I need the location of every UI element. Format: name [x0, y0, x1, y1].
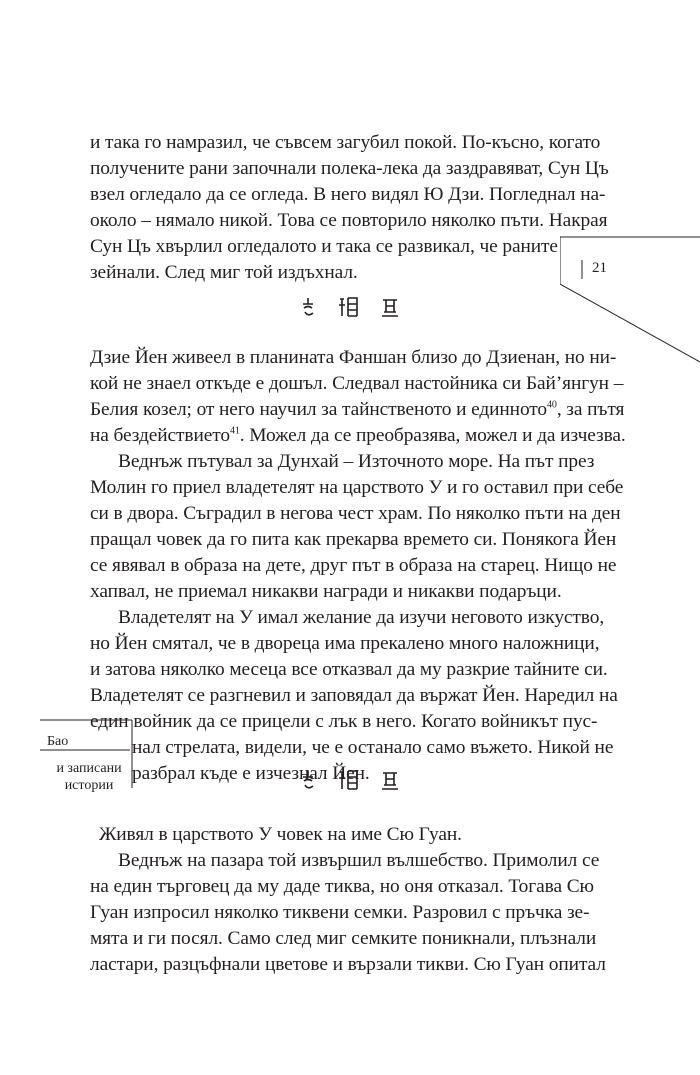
text-line: мята и ги посял. Само след миг семките поникнали, плъзнали [90, 928, 597, 949]
text-line: се явявал в образа на дете, друг път в образа на старец. Нищо не [90, 555, 617, 576]
text-line: хапвал, не приемал никакви награди и никакви подаръци. [90, 581, 562, 602]
text-line: един войник да се прицели с лък в него. Когато войникът пус- [90, 711, 598, 732]
book-title: Бао [47, 734, 69, 749]
text-line: кой не знаел откъде е дошъл. Следвал настойника си Бай’янгун – [90, 373, 624, 394]
text-line: получените рани започнали полека-лека да заздравяват, Сун Цъ [90, 158, 609, 179]
text-line: и така го намразил, че съвсем загубил покой. По-късно, когато [90, 132, 601, 153]
section-ornament [0, 769, 700, 793]
seal-glyph-left-icon [301, 769, 315, 791]
text-line: Веднъж пътувал за Дунхай – Източното море. На път през [118, 451, 595, 472]
seal-glyph-right-icon [381, 769, 399, 791]
text-line: и затова няколко месеца все отказвал да му разкрие тайните си. [90, 659, 608, 680]
text-line: около – нямало никой. Това се повторило няколко пъти. Накрая [90, 210, 608, 231]
text-line: Владетелят се разгневил и заповядал да вържат Йен. Наредил на [90, 685, 618, 706]
seal-glyph-middle-icon [337, 296, 359, 318]
text-line: Веднъж на пазара той извършил вълшебство. Примолил се [118, 850, 600, 871]
text-line: разбрал къде е изчезнал Йен. [132, 763, 370, 784]
text-line: ластари, разцъфнали цветове и вързали тикви. Сю Гуан опитал [90, 954, 606, 975]
text-line: Гуан изпросил няколко тиквени семки. Разровил с пръчка зе- [90, 902, 590, 923]
seal-glyph-left-icon [301, 296, 315, 318]
text-segment: на бездействието [90, 425, 230, 446]
text-line: Дзие Йен живеел в планината Фаншан близо до Дзиенан, но ни- [90, 347, 617, 368]
seal-glyph-middle-icon [337, 769, 359, 791]
text-segment: Белия козел; от него научил за тайнственото и единното [90, 399, 547, 420]
text-segment: . Можел да се преобразява, можел и да изчезва. [239, 425, 626, 446]
book-subtitle: и записани [56, 761, 122, 776]
text-line: на един търговец да му даде тиква, но оня отказал. Тогава Сю [90, 876, 594, 897]
text-line [90, 398, 625, 422]
text-line: но Йен смятал, че в двореца има прекалено много наложници, [90, 633, 600, 654]
footnote-ref[interactable]: 40 [547, 399, 557, 411]
section-ornament [0, 296, 700, 320]
text-line: Владетелят на У имал желание да изучи неговото изкуство, [118, 607, 605, 628]
text-segment: , за пътя [556, 399, 625, 420]
text-line [90, 424, 626, 448]
text-line: пращал човек да го пита как прекарва времето си. Понякога Йен [90, 529, 617, 550]
seal-glyph-right-icon [381, 296, 399, 318]
footnote-ref[interactable]: 41 [229, 425, 240, 437]
page-number: 21 [592, 260, 607, 276]
text-line: Молин го приел владетелят на царството У и го оставил при себе [90, 477, 624, 498]
text-line: Живял в царството У човек на име Сю Гуан. [99, 824, 462, 845]
text-line: си в двора. Съградил в негова чест храм. По няколко пъти на ден [90, 503, 621, 524]
book-subtitle: истории [64, 778, 114, 793]
text-line: зейнали. След миг той издъхнал. [90, 262, 358, 283]
text-line: взел огледало да се огледа. В него видял Ю Дзи. Погледнал на- [90, 184, 606, 205]
text-line: нал стрелата, видели, че е останало само въжето. Никой не [132, 737, 614, 758]
text-line: Сун Цъ хвърлил огледалото и така се развикал, че раните [90, 236, 558, 257]
